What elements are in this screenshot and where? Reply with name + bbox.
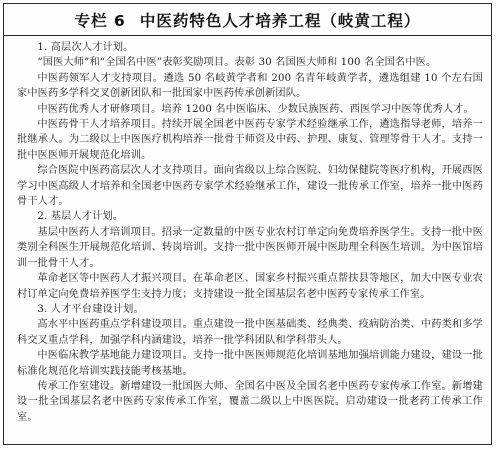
paragraph-excellent-talent: 中医药优秀人才研修项目。培养 1200 名中医临床、少数民族医药、西医学习中医等优秀人才。: [37, 103, 474, 115]
paragraph-leading-talent: 中医药领军人才支持项目。遴选 50 名岐黄学者和 200 名青年岐黄学者，遴选组建 10 个左右国家中医药多学科交叉创新团队和一批国家中医药传承创新团队。: [17, 72, 483, 100]
column-box: [3, 3, 492, 445]
box-header: [4, 4, 491, 36]
box-content: [17, 40, 483, 425]
section-heading-high-level: 1. 高层次人才计划。: [37, 42, 134, 53]
box-title: 中医药特色人才培养工程（岐黄工程）: [139, 11, 421, 30]
paragraph-inheritance-studio: 传承工作室建设。新增建设一批国医大师、全国名中医及全国名老中医药专家传承工作室。新增建设一批全国基层名老中医药专家传承工作室，覆盖二级以上中医医院。启动建设一批老药工传承工作室。: [17, 380, 483, 423]
paragraph-backbone-talent: 中医药骨干人才培养项目。持续开展全国老中医药专家学术经验继承工作，遴选指导老师，培养一批继承人。为二级以上中医医疗机构培养一批骨干师资及中药、护理、康复、管理等骨干人才。支持一批中医医师开展规范化培训。: [17, 119, 483, 161]
paragraph-grassroots-training: 基层中医药人才培训项目。招录一定数量的中医专业农村订单定向免费培养医学生。支持一批中医类别全科医生开展规范化培训、转岗培训。支持一批中医医师开展中医助理全科医生培训。为中医馆培训一批骨干人才。: [17, 226, 483, 269]
section-heading-platform: 3. 人才平台建设计划。: [37, 303, 144, 315]
paragraph-teaching-base: 中医临床教学基地能力建设项目。支持一批中医医师规范化培训基地加强培训能力建设，建设一批标准化规范化培训实践技能考核基地。: [17, 350, 483, 377]
section-heading-grassroots: 2. 基层人才计划。: [37, 211, 124, 223]
paragraph-general-hospital: 综合医院中医药高层次人才支持项目。面向省级以上综合医院、妇幼保健院等医疗机构，开展西医学习中医高级人才培养和全国老中医药专家学术经验继承工作，建设一批传承工作室，培养一批中医药骨干人才。: [17, 165, 483, 208]
paragraph-old-revolutionary-areas: 革命老区等中医药人才振兴项目。在革命老区、国家乡村振兴重点帮扶县等地区，加大中医专业农村订单定向免费培养医学生支持力度；支持建设一批全国基层名老中医药专家传承工作室。: [17, 273, 483, 300]
paragraph-masters-award: “国医大师”和“全国名中医”表彰奖励项目。表彰 30 名国医大师和 100 名全国名中医。: [37, 57, 437, 69]
box-number: 专栏 6: [74, 11, 126, 30]
paragraph-key-disciplines: 高水平中医药重点学科建设项目。重点建设一批中医基础类、经典类、疫病防治类、中药类和多学科交叉重点学科，加强学科内涵建设，培养一批学科团队和学科带头人。: [17, 319, 483, 346]
